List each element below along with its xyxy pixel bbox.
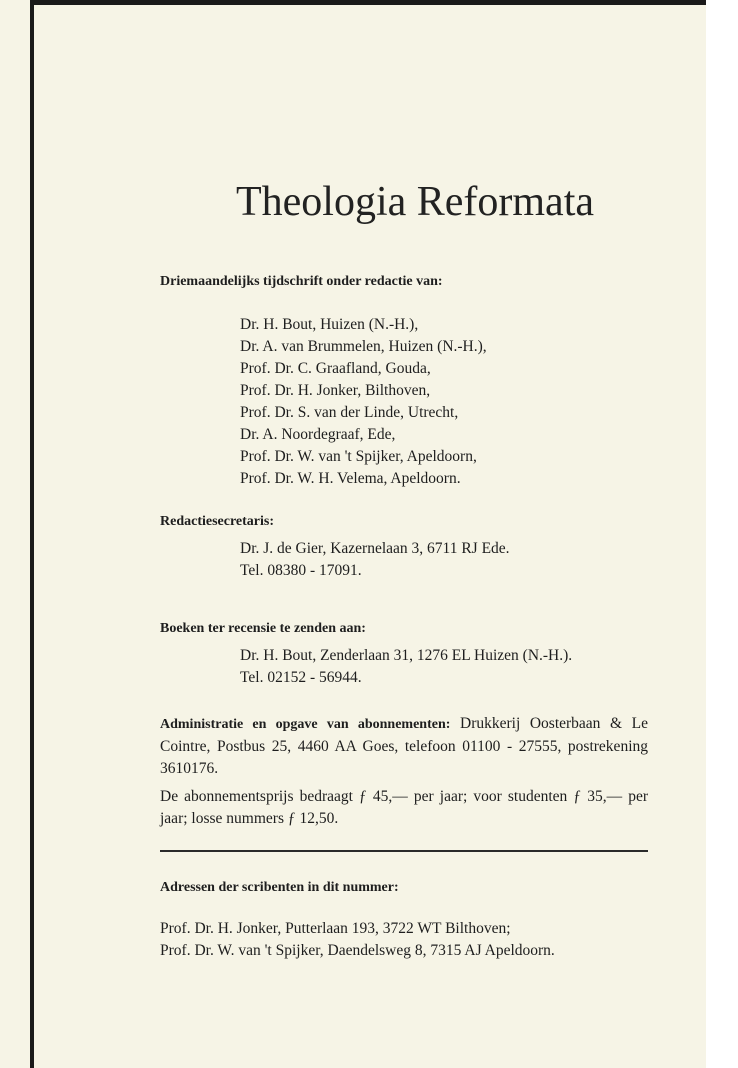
editor-line: Dr. H. Bout, Huizen (N.-H.),	[240, 316, 419, 333]
scan-border-top	[30, 0, 708, 5]
author-address: Prof. Dr. H. Jonker, Putterlaan 193, 3722 WT Bilthoven;	[160, 920, 511, 937]
administration-text: Drukkerij Oosterbaan & Le Cointre, Postbus 25, 4460 AA Goes, telefoon 01100 - 27555, postrekening 3610176.	[160, 715, 649, 777]
secretary-block	[240, 538, 510, 582]
scan-margin-right	[706, 0, 738, 1068]
editor-line: Dr. A. Noordegraaf, Ede,	[240, 426, 396, 443]
subscription-price: De abonnementsprijs bedraagt ƒ 45,— per jaar; voor studenten ƒ 35,— per jaar; losse nummers ƒ 12,50.	[160, 788, 648, 827]
secretary-phone: Tel. 08380 - 17091.	[240, 562, 362, 579]
editorial-board-heading: Driemaandelijks tijdschrift onder redactie van:	[160, 274, 443, 289]
editor-line: Prof. Dr. W. van 't Spijker, Apeldoorn,	[240, 448, 477, 465]
review-block	[240, 645, 572, 689]
editor-line: Prof. Dr. C. Graafland, Gouda,	[240, 360, 431, 377]
scan-border-left	[30, 0, 34, 1068]
administration-paragraph	[160, 713, 648, 780]
editor-line: Prof. Dr. S. van der Linde, Utrecht,	[240, 404, 459, 421]
secretary-heading: Redactiesecretaris:	[160, 514, 275, 529]
authors-addresses	[160, 918, 555, 962]
secretary-address: Dr. J. de Gier, Kazernelaan 3, 6711 RJ Ede.	[240, 540, 510, 557]
administration-label: Administratie en opgave van abonnementen:	[160, 717, 451, 732]
author-address: Prof. Dr. W. van 't Spijker, Daendelsweg 8, 7315 AJ Apeldoorn.	[160, 942, 555, 959]
editor-line: Prof. Dr. W. H. Velema, Apeldoorn.	[240, 470, 461, 487]
authors-heading: Adressen der scribenten in dit nummer:	[160, 880, 399, 895]
review-address: Dr. H. Bout, Zenderlaan 31, 1276 EL Huizen (N.-H.).	[240, 647, 573, 664]
journal-title: Theologia Reformata	[235, 179, 595, 225]
review-heading: Boeken ter recensie te zenden aan:	[160, 621, 366, 636]
editor-line: Dr. A. van Brummelen, Huizen (N.-H.),	[240, 338, 487, 355]
review-phone: Tel. 02152 - 56944.	[240, 669, 362, 686]
horizontal-divider	[160, 850, 648, 852]
editor-line: Prof. Dr. H. Jonker, Bilthoven,	[240, 382, 431, 399]
editor-list	[240, 314, 487, 490]
